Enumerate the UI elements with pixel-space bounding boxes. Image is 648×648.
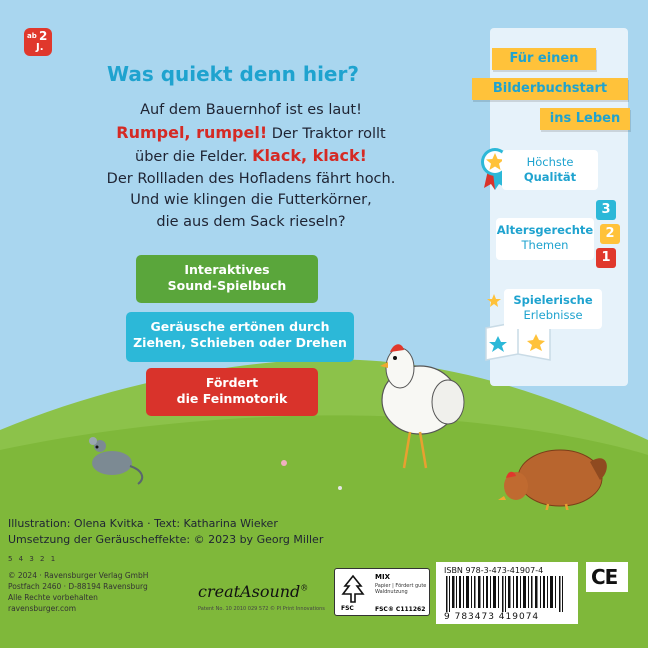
slogan-line: ins Leben [540,108,630,130]
legal-line: Postfach 2460 · D-88194 Ravensburg [8,582,148,591]
legal-line: Alle Rechte vorbehalten [8,593,98,602]
benefit-line: Qualität [523,170,577,184]
story-line [82,145,420,169]
fsc-description: Papier | Fördert gute Waldnutzung [375,583,427,595]
feature-line: Geräusche ertönen durch [150,319,330,334]
slogan-line: Für einen [492,48,596,70]
isbn-label: ISBN 978-3-473-41907-4 [444,566,544,575]
sound-word: Rumpel, rumpel! [116,122,268,142]
feature-badge-sound-book [136,255,318,303]
fsc-code: FSC® C111262 [375,606,426,613]
benefit-line: Erlebnisse [523,308,583,322]
benefit-quality [502,150,598,190]
feature-line: Ziehen, Schieben oder Drehen [133,335,347,350]
benefit-age-appropriate [496,218,594,260]
feature-badge-motor-skills [146,368,318,416]
feature-line: Sound-Spielbuch [167,278,287,293]
fsc-label [334,568,430,616]
story-line: die aus dem Sack rieseln? [156,213,346,230]
logo-text [198,582,308,601]
story-line-rest: Der Traktor rollt [267,125,386,142]
number-block-3: 3 [596,200,616,220]
feature-line: Fördert [205,375,259,390]
page-title: Was quiekt denn hier? [107,62,359,86]
feature-line: Interaktives [184,262,270,277]
number-block-1: 1 [596,248,616,268]
barcode-icon [444,576,570,612]
story-text [82,100,420,233]
benefit-line: Spielerische [513,293,593,307]
age-number: 2 [39,29,48,43]
credit-line: Umsetzung der Geräuscheffekte: © 2023 by Georg Miller [8,533,324,546]
ce-mark-box [586,562,628,592]
age-unit: J. [36,42,44,53]
fsc-tree-icon [339,574,367,604]
logo-wordmark: creatAsound [198,582,301,601]
feature-badge-sounds [126,312,354,362]
slogan-line: Bilderbuchstart [472,78,628,100]
print-numbers: 5 4 3 2 1 [8,555,58,563]
story-line: Auf dem Bauernhof ist es laut! [140,102,362,118]
sound-word: Klack, klack! [252,146,367,165]
benefit-line: Altersgerechte [496,223,594,237]
registered-mark: ® [300,583,309,593]
legal-line: © 2024 · Ravensburger Verlag GmbH [8,571,149,580]
barcode-number: 9 783473 419074 [444,612,540,622]
story-line-start: über die Felder. [135,149,253,165]
credit-line: Illustration: Olena Kvitka · Text: Katharina Wieker [8,517,278,530]
age-prefix: ab [27,32,37,40]
creatasound-logo [198,580,325,614]
feature-line: die Feinmotorik [176,391,288,406]
age-badge [24,28,52,56]
ce-mark: CE [591,565,618,589]
fsc-text: FSC [341,605,354,612]
story-line: Und wie klingen die Futterkörner, [130,192,372,208]
isbn-barcode-box [436,562,578,624]
benefit-line: Themen [521,238,569,252]
legal-info [8,570,148,614]
benefit-playful [504,289,602,329]
benefit-line: Höchste [526,155,574,169]
legal-line: ravensburger.com [8,604,77,613]
fsc-mix: MIX [375,573,390,581]
patent-note: Patent No. 10 2010 029 572 © PI Print Innovations [198,606,325,612]
story-line: Der Rollladen des Hofladens fährt hoch. [106,170,396,187]
story-line [82,122,420,146]
number-block-2: 2 [600,224,620,244]
credits [8,516,323,548]
number-blocks-icon [594,200,618,270]
